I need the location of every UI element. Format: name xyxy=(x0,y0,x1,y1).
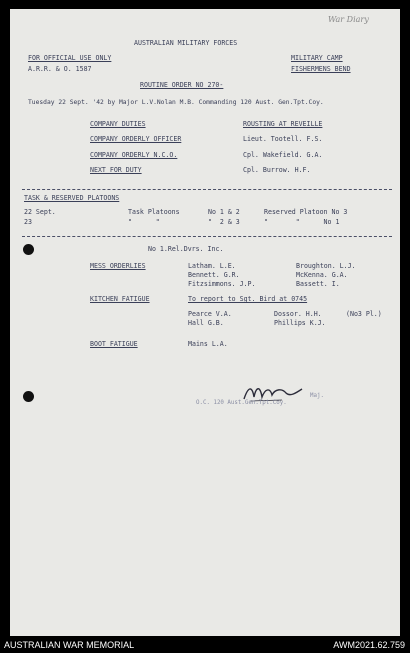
mess-label: MESS ORDERLIES xyxy=(90,262,146,270)
footer-left: AUSTRALIAN WAR MEMORIAL xyxy=(4,640,135,650)
task-date: 22 Sept. xyxy=(24,208,56,216)
task-numbers: No 1 & 2 xyxy=(208,208,240,216)
document-page xyxy=(10,9,400,636)
divider xyxy=(22,236,392,237)
duty-value: ROUSTING AT REVEILLE xyxy=(243,120,323,128)
footer-right: AWM2021.62.759 xyxy=(333,640,405,650)
pencil-annotation: War Diary xyxy=(328,15,369,24)
date-line: Tuesday 22 Sept. '42 by Major L.V.Nolan M.B. Commanding 120 Aust. Gen.Tpt.Coy. xyxy=(28,99,324,106)
duty-value: Cpl. Burrow. H.F. xyxy=(243,166,311,174)
duty-value: Lieut. Tootell. F.S. xyxy=(243,135,323,143)
punch-hole xyxy=(23,244,34,255)
duty-label: COMPANY ORDERLY OFFICER xyxy=(90,135,182,143)
task-heading: TASK & RESERVED PLATOONS xyxy=(24,194,120,202)
kitchen-name: Phillips K.J. xyxy=(274,319,326,327)
task-numbers: " 2 & 3 xyxy=(208,218,240,226)
kitchen-note: (No3 Pl.) xyxy=(346,310,382,318)
sign-side: Maj. xyxy=(310,393,324,399)
duty-label: NEXT FOR DUTY xyxy=(90,166,142,174)
divider xyxy=(22,189,392,190)
kitchen-instruction: To report to Sgt. Bird at 0745 xyxy=(188,295,308,303)
task-date: 23 xyxy=(24,218,32,226)
duty-label: COMPANY DUTIES xyxy=(90,120,146,128)
mess-name: Bennett. G.R. xyxy=(188,271,240,279)
order-title: ROUTINE ORDER NO 270- xyxy=(140,81,224,89)
task-platoons: Task Platoons xyxy=(128,208,180,216)
mess-name: Broughton. L.J. xyxy=(296,262,356,270)
boot-name: Mains L.A. xyxy=(188,340,228,348)
section-title: No 1.Rel.Dvrs. Inc. xyxy=(148,245,224,253)
kitchen-label: KITCHEN FATIGUE xyxy=(90,295,150,303)
punch-hole xyxy=(23,391,34,402)
kitchen-name: Hall G.B. xyxy=(188,319,224,327)
task-platoons: " " xyxy=(128,218,160,226)
reserved-platoon: " " No 1 xyxy=(264,218,340,226)
boot-label: BOOT FATIGUE xyxy=(90,340,138,348)
reference-number: A.R.R. & O. 1587 xyxy=(28,65,92,73)
duty-value: Cpl. Wakefield. G.A. xyxy=(243,151,323,159)
official-use-label: FOR OFFICIAL USE ONLY xyxy=(28,54,112,62)
mess-name: Fitzsimmons. J.P. xyxy=(188,280,256,288)
camp-name: MILITARY CAMP xyxy=(291,54,343,62)
reserved-platoon: Reserved Platoon No 3 xyxy=(264,208,348,216)
kitchen-name: Pearce V.A. xyxy=(188,310,232,318)
kitchen-name: Dossor. H.H. xyxy=(274,310,322,318)
mess-name: Bassett. I. xyxy=(296,280,340,288)
mess-name: Latham. L.E. xyxy=(188,262,236,270)
camp-location: FISHERMENS BEND xyxy=(291,65,351,73)
duty-label: COMPANY ORDERLY N.C.O. xyxy=(90,151,178,159)
footer-bar xyxy=(0,636,410,653)
mess-name: McKenna. G.A. xyxy=(296,271,348,279)
sign-block: O.C. 120 Aust.Gen.Tpt.Coy. xyxy=(196,400,287,406)
header-title: AUSTRALIAN MILITARY FORCES xyxy=(134,39,238,47)
